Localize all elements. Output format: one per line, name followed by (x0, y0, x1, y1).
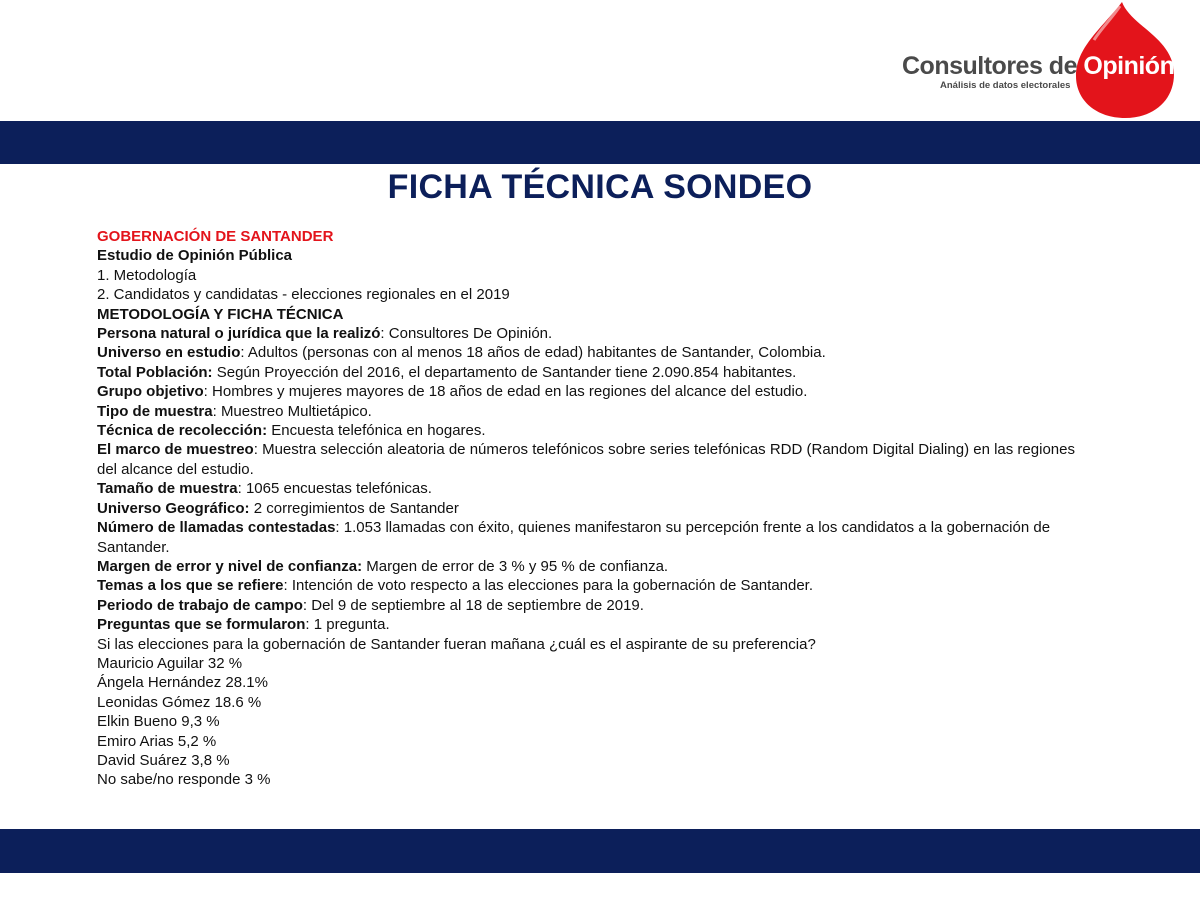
field-label: Temas a los que se refiere (97, 577, 284, 595)
brand-logo (900, 0, 1200, 121)
header (0, 0, 1200, 121)
section-heading: METODOLOGÍA Y FICHA TÉCNICA (97, 305, 344, 323)
field-label: Tamaño de muestra (97, 480, 238, 498)
intro-item: 2. Candidatos y candidatas - elecciones regionales en el 2019 (97, 286, 510, 304)
field-row (97, 440, 1097, 479)
field-label: Tipo de muestra (97, 402, 213, 420)
field-separator: : (253, 441, 263, 459)
field-row (97, 421, 1097, 440)
field-value: Margen de error de 3 % y 95 % de confianza. (366, 557, 669, 575)
field-label: Grupo objetivo (97, 383, 204, 401)
region-heading: GOBERNACIÓN DE SANTANDER (97, 228, 334, 245)
result-item: Mauricio Aguilar 32 % (97, 654, 243, 672)
intro-list (97, 266, 1097, 305)
field-value: Encuesta telefónica en hogares. (271, 422, 486, 440)
field-value: Muestreo Multietápico. (220, 402, 372, 420)
field-row (97, 499, 1097, 518)
field-separator: : (380, 325, 389, 343)
field-separator: : (305, 616, 314, 634)
bottom-band (0, 829, 1200, 873)
field-value: Adultos (personas con al menos 18 años de edad) habitantes de Santander, Colombia. (247, 344, 826, 362)
field-row (97, 382, 1097, 401)
field-separator: : (203, 383, 213, 401)
field-label: Persona natural o jurídica que la realizó (97, 325, 381, 343)
field-row (97, 557, 1097, 576)
field-label: Margen de error y nivel de confianza: (97, 557, 363, 575)
field-row (97, 343, 1097, 362)
technical-fields (97, 324, 1097, 635)
field-value: Según Proyección del 2016, el departamento de Santander tiene 2.090.854 habitantes. (216, 363, 797, 381)
field-value: 1 pregunta. (313, 616, 390, 634)
field-row (97, 576, 1097, 595)
result-item: No sabe/no responde 3 % (97, 771, 271, 789)
intro-item: 1. Metodología (97, 266, 197, 284)
results-list (97, 654, 1097, 790)
field-row (97, 596, 1097, 615)
field-label: El marco de muestreo (97, 441, 254, 459)
field-separator: : (240, 344, 248, 362)
result-item: Leonidas Gómez 18.6 % (97, 693, 262, 711)
field-value: Del 9 de septiembre al 18 de septiembre de 2019. (311, 596, 644, 614)
field-label: Universo Geográfico: (97, 499, 250, 517)
field-label: Preguntas que se formularon (97, 616, 306, 634)
study-title: Estudio de Opinión Pública (97, 247, 293, 265)
brand-name (902, 52, 1174, 81)
brand-name-part1: Consultores de (902, 52, 1084, 80)
field-value: Consultores De Opinión. (388, 325, 553, 343)
field-label: Universo en estudio (97, 344, 241, 362)
field-row (97, 479, 1097, 498)
field-row (97, 402, 1097, 421)
field-label: Técnica de recolección: (97, 422, 268, 440)
result-item: Emiro Arias 5,2 % (97, 732, 217, 750)
field-value: 2 corregimientos de Santander (253, 499, 459, 517)
result-item: Elkin Bueno 9,3 % (97, 713, 220, 731)
field-value: Intención de voto respecto a las elecciones para la gobernación de Santander. (291, 577, 814, 595)
field-separator: : (237, 480, 246, 498)
field-value: 1065 encuestas telefónicas. (245, 480, 432, 498)
top-band (0, 121, 1200, 164)
field-separator: : (335, 519, 344, 537)
field-label: Total Población: (97, 363, 213, 381)
field-label: Número de llamadas contestadas (97, 519, 336, 537)
result-item: Ángela Hernández 28.1% (97, 674, 268, 692)
field-value: 1.053 llamadas con éxito, quienes manifestaron su percepción frente a los candidatos a la gobernación de Santander. (97, 519, 1051, 556)
page-title: FICHA TÉCNICA SONDEO (387, 168, 813, 206)
field-row (97, 615, 1097, 634)
field-separator: : (283, 577, 292, 595)
field-row (97, 324, 1097, 343)
result-item: David Suárez 3,8 % (97, 751, 230, 769)
field-separator: : (212, 402, 221, 420)
field-row (97, 518, 1097, 557)
field-row (97, 363, 1097, 382)
brand-name-part2: Opinión (1083, 52, 1175, 80)
field-value: Hombres y mujeres mayores de 18 años de edad en las regiones del alcance del estudio. (212, 383, 808, 401)
brand-tagline: Análisis de datos electorales (940, 80, 1071, 91)
document-body (97, 227, 1097, 790)
field-value: Muestra selección aleatoria de números telefónicos sobre series telefónicas RDD (Random Digital Dialing) en las regiones del alcance del estudio. (97, 441, 1075, 478)
field-label: Periodo de trabajo de campo (97, 596, 303, 614)
survey-question: Si las elecciones para la gobernación de Santander fueran mañana ¿cuál es el aspirante de su preferencia? (97, 635, 816, 653)
field-separator: : (302, 596, 312, 614)
